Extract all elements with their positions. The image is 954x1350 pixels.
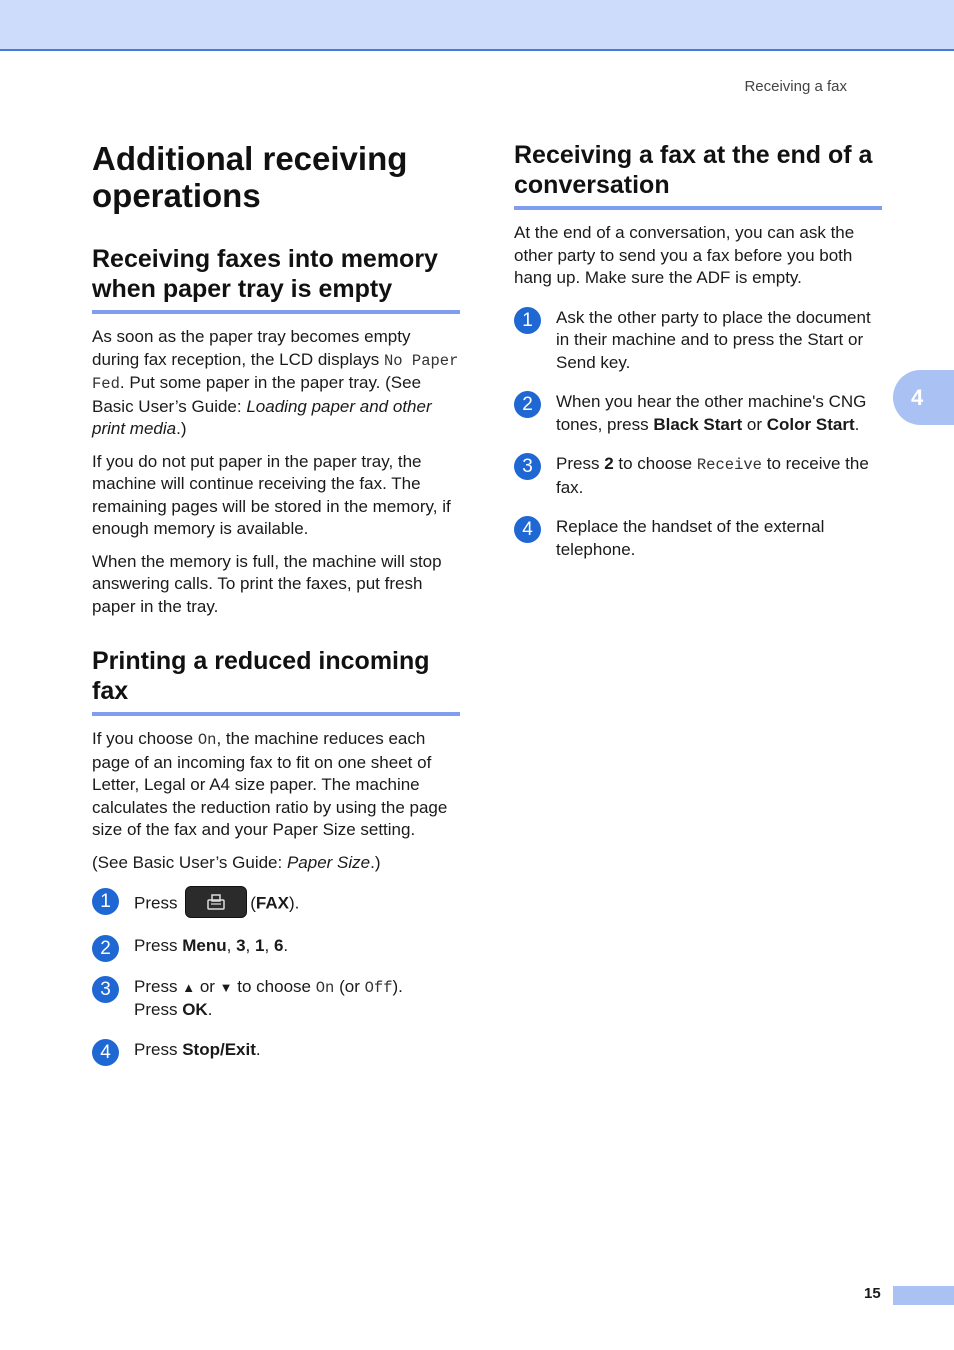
step-text: [556, 391, 882, 436]
page-title: Additional receiving operations: [92, 140, 408, 214]
step-number: 2: [514, 391, 541, 418]
step-3: [92, 976, 460, 1022]
step-text: [134, 1039, 460, 1062]
key-label: 2: [604, 454, 614, 473]
text: ,: [245, 936, 251, 955]
text: Press: [556, 454, 600, 473]
paragraph-conversation-intro: At the end of a conversation, you can ask the other party to send you a fax before you both hang up. Make sure the ADF is empty.: [514, 223, 855, 287]
page-number: 15: [864, 1285, 881, 1302]
text: (See Basic User’s Guide:: [92, 852, 283, 872]
text: .): [176, 419, 187, 438]
text: .: [283, 936, 289, 955]
guide-reference: Paper Size: [286, 852, 371, 872]
lcd-message: No Paper Fed: [92, 351, 459, 393]
step-1: [514, 307, 882, 375]
step-text: [134, 935, 460, 958]
left-column: [92, 140, 460, 1061]
step-number: 4: [92, 1039, 119, 1066]
text: ).: [288, 893, 300, 913]
step-2: [514, 391, 882, 436]
step-2: [92, 935, 460, 958]
key-label: 6: [273, 936, 284, 955]
text: Press: [134, 893, 178, 913]
text: .: [854, 414, 860, 434]
lcd-option-off: Off: [364, 978, 393, 997]
section-heading-conversation: Receiving a fax at the end of a conversation: [514, 140, 882, 210]
lcd-option-on: On: [315, 978, 335, 997]
fax-key-icon: [185, 886, 247, 918]
text: If you choose: [92, 729, 194, 748]
key-label: Menu: [182, 936, 227, 955]
text: ,: [264, 936, 270, 955]
key-label: FAX: [255, 893, 289, 913]
step-number: 1: [514, 307, 541, 334]
paragraph-reduced-2: [92, 852, 460, 875]
step-number: 3: [514, 453, 541, 480]
footer-bar: [893, 1286, 954, 1305]
lcd-option-receive: Receive: [696, 456, 762, 474]
key-label: 3: [236, 936, 246, 955]
step-number: 2: [92, 935, 119, 962]
key-label: 1: [255, 936, 265, 955]
step-text: [556, 453, 882, 499]
step-4: [92, 1039, 460, 1062]
step-number: 1: [92, 888, 119, 915]
section-heading-memory: Receiving faxes into memory when paper tray is empty: [92, 244, 460, 314]
text: Press: [134, 1000, 178, 1019]
running-title: Receiving a fax: [744, 78, 847, 95]
text: .: [207, 1000, 213, 1019]
text: (or: [339, 976, 360, 996]
paragraph-reduced-1: [92, 728, 460, 842]
text: . Put some paper in the paper tray. (See Basic User’s Guide:: [92, 373, 422, 416]
text: When you hear the other machine's CNG tones, press: [556, 392, 867, 434]
lcd-option-on: On: [197, 731, 217, 749]
text: to choose: [618, 454, 693, 473]
text: or: [199, 976, 215, 996]
down-arrow-icon: ▼: [219, 979, 233, 995]
step-text: [134, 888, 460, 920]
text: ,: [226, 936, 232, 955]
paragraph-memory-2: If you do not put paper in the paper tray, the machine will continue receiving the fax. The remaining pages will be stored in the memory, if enough memory is available.: [92, 451, 451, 538]
text: Press: [134, 936, 178, 955]
text: As soon as the paper tray becomes empty during fax reception, the LCD displays: [92, 327, 411, 369]
key-label: OK: [182, 1000, 208, 1019]
step-3: [514, 453, 882, 499]
right-column: [514, 140, 882, 561]
step-text: Replace the handset of the external telephone.: [556, 517, 825, 559]
step-4: [514, 516, 882, 561]
text: (: [250, 893, 256, 913]
guide-reference: Loading paper and other print media: [92, 396, 432, 438]
text: .): [370, 852, 381, 872]
step-text: Ask the other party to place the document in their machine and to press the Start or Send key.: [556, 307, 871, 372]
section-heading-reduced: Printing a reduced incoming fax: [92, 646, 460, 716]
paragraph-memory-1: [92, 326, 460, 441]
step-1: [92, 888, 460, 920]
text: to receive the fax.: [556, 454, 869, 497]
step-number: 3: [92, 976, 119, 1003]
text: or: [746, 414, 763, 434]
header-band: [0, 0, 954, 51]
step-number: 4: [514, 516, 541, 543]
text: Press: [134, 1039, 178, 1059]
up-arrow-icon: ▲: [182, 979, 196, 995]
text: ).: [392, 976, 403, 996]
text: .: [255, 1039, 261, 1059]
key-label: Color Start: [766, 414, 855, 434]
key-label: Stop/Exit: [182, 1039, 256, 1059]
step-text: [134, 976, 460, 1022]
text: to choose: [237, 976, 312, 996]
paragraph-memory-3: When the memory is full, the machine will stop answering calls. To print the faxes, put fresh paper in the tray.: [92, 551, 442, 616]
key-label: Black Start: [653, 414, 743, 434]
text: , the machine reduces each page of an incoming fax to fit on one sheet of Letter, Legal or A4 size paper. The machine calculates the reduction ratio by using the page size of the fax and your Paper Size setting.: [92, 729, 448, 839]
text: Press: [134, 976, 178, 996]
chapter-tab: 4: [893, 370, 954, 425]
